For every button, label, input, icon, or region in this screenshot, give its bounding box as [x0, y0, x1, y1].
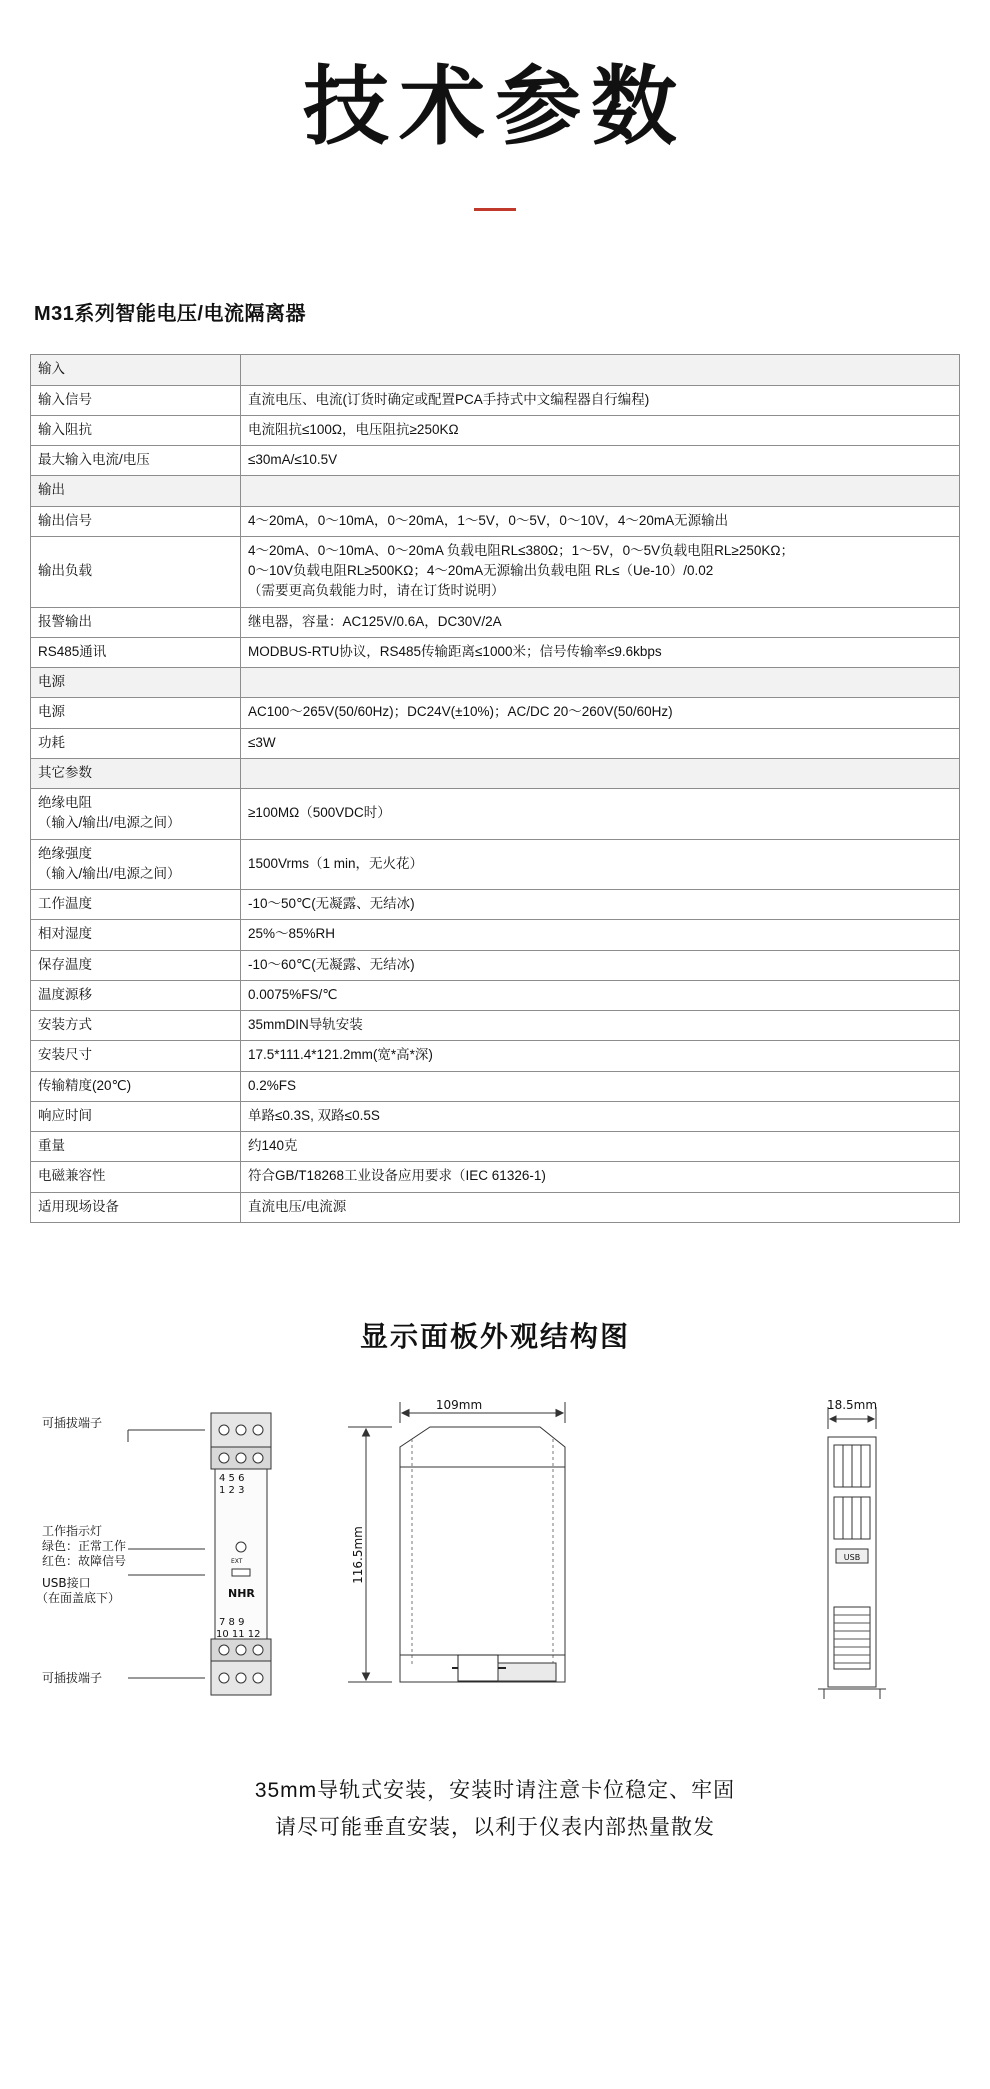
spec-label: 重量	[31, 1132, 241, 1162]
footer-note-2: 请尽可能垂直安装，以利于仪表内部热量散发	[275, 1815, 715, 1839]
spec-row	[31, 1071, 960, 1101]
spec-value: 单路≤0.3S, 双路≤0.5S	[241, 1101, 960, 1131]
spec-label: 保存温度	[31, 950, 241, 980]
spec-label: 输入信号	[31, 385, 241, 415]
callout-indicator-line1: 工作指示灯	[42, 1523, 103, 1538]
device-row-bottom-b: 10 11 12	[216, 1628, 261, 1640]
spec-label: 响应时间	[31, 1101, 241, 1131]
spec-row	[31, 728, 960, 758]
diagram-heading: 显示面板外观结构图	[359, 1320, 630, 1352]
callout-usb-line2: （在面盖底下）	[36, 1590, 121, 1605]
spec-value: -10～60℃(无凝露、无结冰)	[241, 950, 960, 980]
device-row-top-b: 1 2 3	[219, 1484, 245, 1496]
footer-notes	[0, 1773, 990, 1891]
spec-label: 功耗	[31, 728, 241, 758]
spec-value: 电流阻抗≤100Ω，电压阻抗≥250KΩ	[241, 415, 960, 445]
dimension-width: 109mm	[435, 1397, 483, 1412]
spec-value: 4～20mA、0～10mA、0～20mA 负载电阻RL≤380Ω；1～5V，0～5V负载电阻RL≥250KΩ； 0～10V负载电阻RL≥500KΩ；4～20mA无源输出负载电阻 RL≤（Ue-10）/0.02 （需要更高负载能力时，请在订货时说明）	[241, 536, 960, 607]
spec-label: 输出负载	[31, 536, 241, 607]
spec-value: ≥100MΩ（500VDC时）	[241, 789, 960, 840]
spec-row	[31, 668, 960, 698]
spec-label: 工作温度	[31, 890, 241, 920]
spec-row	[31, 950, 960, 980]
dimension-depth: 18.5mm	[826, 1397, 878, 1412]
spec-row	[31, 1101, 960, 1131]
spec-row	[31, 536, 960, 607]
spec-value: 25%～85%RH	[241, 920, 960, 950]
spec-value	[241, 476, 960, 506]
product-heading: M31系列智能电压/电流隔离器	[34, 303, 306, 326]
spec-label: 安装尺寸	[31, 1041, 241, 1071]
spec-value: 继电器，容量：AC125V/0.6A，DC30V/2A	[241, 607, 960, 637]
footer-note-1: 35mm导轨式安装，安装时请注意卡位稳定、牢固	[254, 1778, 736, 1802]
usb-port-label: USB	[843, 1552, 861, 1562]
spec-value: ≤3W	[241, 728, 960, 758]
spec-row	[31, 385, 960, 415]
spec-value: MODBUS-RTU协议，RS485传输距离≤1000米；信号传输率≤9.6kbps	[241, 637, 960, 667]
spec-label: 最大输入电流/电压	[31, 446, 241, 476]
device-row-bottom-a: 7 8 9	[219, 1616, 245, 1628]
device-ext-label: EXT	[231, 1557, 243, 1565]
spec-value: 约140克	[241, 1132, 960, 1162]
title-divider	[474, 208, 516, 211]
spec-value: 4～20mA，0～10mA，0～20mA，1～5V，0～5V，0～10V，4～20mA无源输出	[241, 506, 960, 536]
callout-indicator-line3: 红色：故障信号	[42, 1553, 127, 1568]
spec-row	[31, 920, 960, 950]
spec-row	[31, 980, 960, 1010]
spec-row	[31, 890, 960, 920]
spec-row	[31, 1041, 960, 1071]
spec-label: RS485通讯	[31, 637, 241, 667]
spec-label: 输出	[31, 476, 241, 506]
spec-label: 相对湿度	[31, 920, 241, 950]
spec-value: 17.5*111.4*121.2mm(宽*高*深)	[241, 1041, 960, 1071]
spec-value: ≤30mA/≤10.5V	[241, 446, 960, 476]
callout-bottom-terminal: 可插拔端子	[42, 1670, 103, 1685]
spec-label: 电源	[31, 698, 241, 728]
callout-usb-line1: USB接口	[42, 1575, 91, 1590]
spec-label: 绝缘电阻 （输入/输出/电源之间）	[31, 789, 241, 840]
spec-row	[31, 839, 960, 890]
spec-row	[31, 446, 960, 476]
spec-value	[241, 355, 960, 385]
spec-value: 1500Vrms（1 min，无火花）	[241, 839, 960, 890]
dimension-height: 116.5mm	[351, 1525, 365, 1584]
spec-label: 温度源移	[31, 980, 241, 1010]
spec-value: 直流电压、电流(订货时确定或配置PCA手持式中文编程器自行编程)	[241, 385, 960, 415]
spec-label: 绝缘强度 （输入/输出/电源之间）	[31, 839, 241, 890]
spec-value	[241, 668, 960, 698]
spec-value: -10～50℃(无凝露、无结冰)	[241, 890, 960, 920]
spec-row	[31, 607, 960, 637]
spec-label: 输入	[31, 355, 241, 385]
spec-row	[31, 789, 960, 840]
spec-label: 适用现场设备	[31, 1192, 241, 1222]
spec-label: 电磁兼容性	[31, 1162, 241, 1192]
spec-table	[30, 354, 960, 1223]
spec-label: 传输精度(20℃)	[31, 1071, 241, 1101]
title-block	[0, 0, 990, 211]
spec-row	[31, 758, 960, 788]
spec-table-wrapper	[30, 354, 960, 1223]
spec-row	[31, 476, 960, 506]
spec-label: 电源	[31, 668, 241, 698]
spec-value	[241, 758, 960, 788]
device-row-top-a: 4 5 6	[219, 1472, 245, 1484]
spec-value: 符合GB/T18268工业设备应用要求（IEC 61326-1)	[241, 1162, 960, 1192]
spec-row	[31, 1192, 960, 1222]
spec-label: 输出信号	[31, 506, 241, 536]
structure-diagram	[0, 1397, 990, 1727]
spec-value: 0.2%FS	[241, 1071, 960, 1101]
spec-row	[31, 1011, 960, 1041]
spec-row	[31, 1162, 960, 1192]
spec-row	[31, 355, 960, 385]
device-brand: NHR	[228, 1586, 255, 1600]
spec-label: 输入阻抗	[31, 415, 241, 445]
spec-value: AC100～265V(50/60Hz)；DC24V(±10%)；AC/DC 20～260V(50/60Hz)	[241, 698, 960, 728]
page-title: 技术参数	[303, 57, 687, 157]
spec-row	[31, 637, 960, 667]
spec-value: 直流电压/电流源	[241, 1192, 960, 1222]
spec-value: 35mmDIN导轨安装	[241, 1011, 960, 1041]
callout-top-terminal: 可插拔端子	[42, 1415, 103, 1430]
spec-value: 0.0075%FS/℃	[241, 980, 960, 1010]
spec-row	[31, 506, 960, 536]
spec-row	[31, 698, 960, 728]
spec-label: 报警输出	[31, 607, 241, 637]
spec-label: 其它参数	[31, 758, 241, 788]
callout-indicator-line2: 绿色：正常工作	[42, 1538, 127, 1553]
spec-row	[31, 415, 960, 445]
spec-label: 安装方式	[31, 1011, 241, 1041]
spec-row	[31, 1132, 960, 1162]
